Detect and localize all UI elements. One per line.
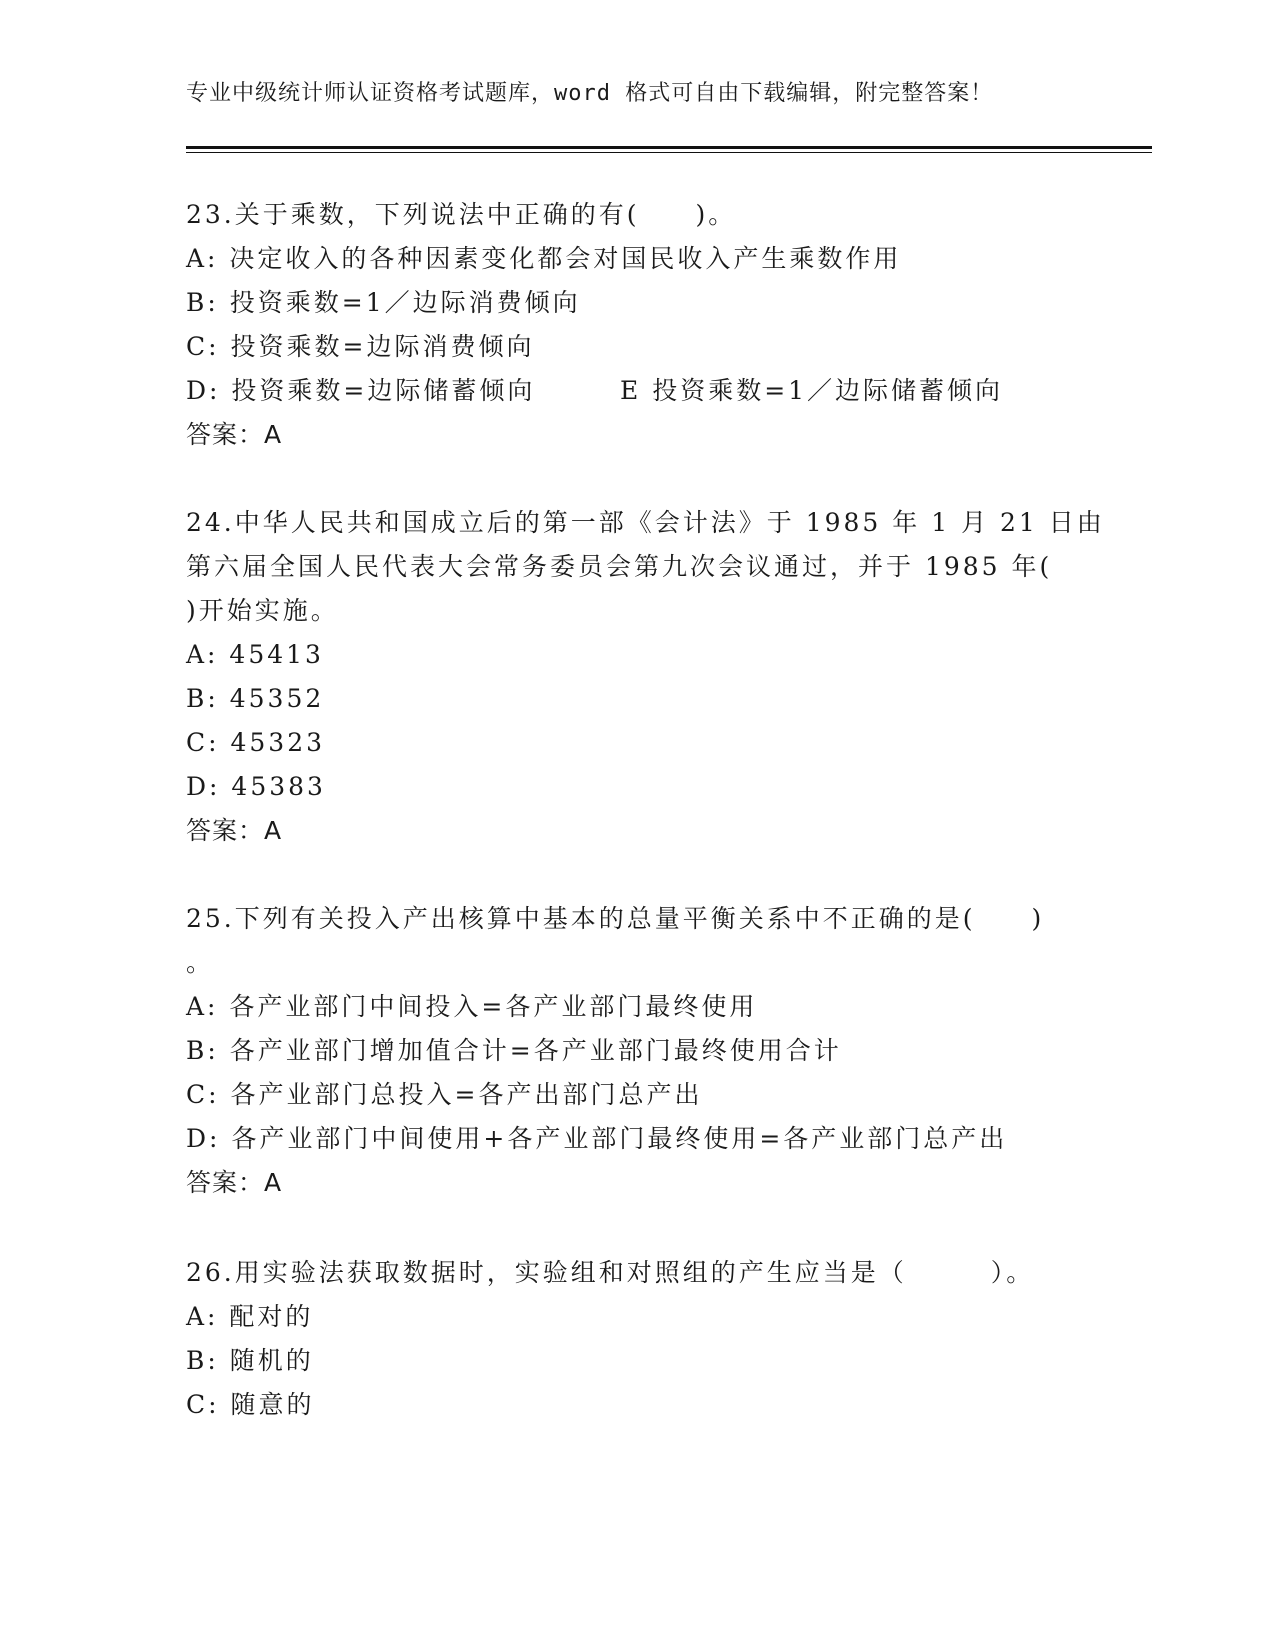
question-24-stem-line-2: 第六届全国人民代表大会常务委员会第九次会议通过，并于 1985 年( (186, 552, 1053, 581)
question-24-option-d: D: 45383 (186, 772, 326, 801)
page-header: 专业中级统计师认证资格考试题库，word 格式可自由下载编辑，附完整答案！ (186, 81, 994, 106)
question-23-option-a: A: 决定收入的各种因素变化都会对国民收入产生乘数作用 (186, 244, 902, 273)
header-divider-thin (186, 152, 1152, 153)
question-25-option-c: C: 各产业部门总投入=各产出部门总产出 (186, 1080, 703, 1109)
question-25-option-d: D: 各产业部门中间使用+各产业部门最终使用=各产业部门总产出 (186, 1124, 1008, 1153)
question-26-option-b: B: 随机的 (186, 1346, 314, 1375)
question-23-answer: 答案：A (186, 420, 283, 449)
question-23-option-e: E 投资乘数=1／边际储蓄倾向 (620, 376, 1004, 405)
question-24-option-a: A: 45413 (186, 640, 324, 669)
question-24-stem-line-3: )开始实施。 (186, 596, 339, 625)
question-26-option-c: C: 随意的 (186, 1390, 315, 1419)
question-23-stem: 23.关于乘数，下列说法中正确的有( )。 (186, 200, 737, 229)
question-24-answer: 答案：A (186, 816, 283, 845)
question-24-option-c: C: 45323 (186, 728, 326, 757)
question-23-option-c: C: 投资乘数=边际消费倾向 (186, 332, 535, 361)
question-25-stem-line-1: 25.下列有关投入产出核算中基本的总量平衡关系中不正确的是( ) (186, 904, 1045, 933)
question-23-option-b: B: 投资乘数=1／边际消费倾向 (186, 288, 581, 317)
question-24-option-b: B: 45352 (186, 684, 325, 713)
question-25-option-b: B: 各产业部门增加值合计=各产业部门最终使用合计 (186, 1036, 842, 1065)
question-23-option-d: D: 投资乘数=边际储蓄倾向 (186, 376, 536, 405)
question-25-answer: 答案：A (186, 1168, 283, 1197)
question-25-stem-line-2: 。 (186, 948, 215, 977)
question-26-stem: 26.用实验法获取数据时，实验组和对照组的产生应当是（ ）。 (186, 1258, 1035, 1287)
question-24-stem-line-1: 24.中华人民共和国成立后的第一部《会计法》于 1985 年 1 月 21 日由 (186, 508, 1105, 537)
question-25-option-a: A: 各产业部门中间投入=各产业部门最终使用 (186, 992, 758, 1021)
header-divider (186, 146, 1152, 149)
question-26-option-a: A: 配对的 (186, 1302, 314, 1331)
